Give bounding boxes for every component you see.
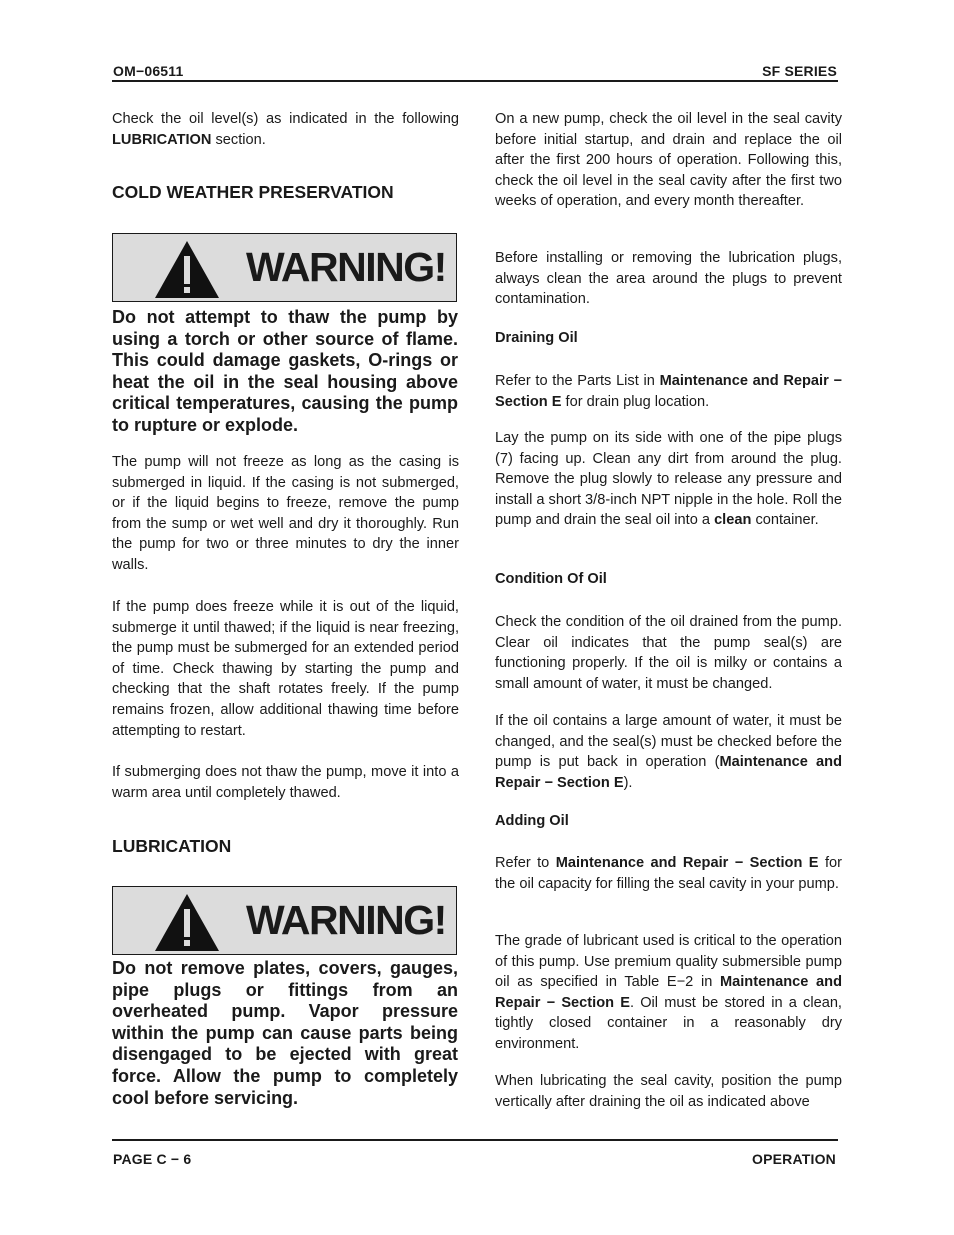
drain-plug-paragraph: Refer to the Parts List in Maintenance and Repair − Section E for drain plug location. (495, 373, 842, 410)
oil-capacity-paragraph: Refer to Maintenance and Repair − Section E for the oil capacity for filling the seal cavity in your pump. (495, 855, 842, 892)
lubrication-heading: LUBRICATION (112, 836, 232, 856)
warning-banner-1 (112, 233, 457, 302)
lubricating-paragraph: When lubricating the seal cavity, position the pump vertically after draining the oil as indicated above (495, 1073, 842, 1110)
warning-triangle-icon (153, 891, 221, 953)
series-name: SF SERIES (762, 63, 837, 79)
page-number: PAGE C − 6 (113, 1151, 192, 1167)
oil-condition-paragraph: Check the condition of the oil drained from the pump. Clear oil indicates that the pump seal(s) are functioning properly. If the oil is milky or contains a small amount of water, it must be changed. (495, 614, 842, 692)
water-paragraph: If the oil contains a large amount of water, it must be changed, and the seal(s) must be checked before the pump is put back in operation (Maintenance and Repair − Section E). (495, 713, 842, 791)
condition-of-oil-heading: Condition Of Oil (495, 571, 607, 587)
cold-weather-heading: COLD WEATHER PRESERVATION (112, 182, 394, 202)
warning-triangle-icon (153, 238, 221, 300)
warning-label-1: WARNING! (246, 244, 446, 290)
warning-label-2: WARNING! (246, 897, 446, 943)
doc-number: OM−06511 (113, 63, 184, 79)
freeze-paragraph: The pump will not freeze as long as the casing is submerged in liquid. If the casing is not submerged, or if the liquid begins to freeze, remove the pump from the sump or wet well and dry it thoroughly. Run the pump for two or three minutes to dry the inner walls. (112, 454, 459, 573)
new-pump-paragraph: On a new pump, check the oil level in the seal cavity before initial startup, and drain and replace the oil after the first 200 hours of operation. Following this, check the oil level in the seal cavity after the first two weeks of operation, and every month thereafter. (495, 111, 842, 210)
thaw-paragraph: If the pump does freeze while it is out of the liquid, submerge it until thawed; if the liquid is near freezing, the pump must be submerged for an extended period of time. Check thawing by starting the pump and checking that the shaft rotates freely. If the pump remains frozen, allow additional thawing time before attempting to restart. (112, 599, 459, 739)
warning-text-2: Do not remove plates, covers, gauges, pipe plugs or fittings from an overheated pump. Vapor pressure within the pump can cause parts being disengaged to be ejected with great force. Allow the pump to completely cool before servicing. (112, 958, 458, 1108)
intro-paragraph: Check the oil level(s) as indicated in the following LUBRICATION section. (112, 111, 459, 148)
warm-area-paragraph: If submerging does not thaw the pump, move it into a warm area until completely thawed. (112, 764, 459, 801)
section-name: OPERATION (752, 1151, 836, 1167)
lubricant-grade-paragraph: The grade of lubricant used is critical to the operation of this pump. Use premium quality submersible pump oil as specified in Table E−2 in Maintenance and Repair − Section E. Oil must be stored in a clean, tightly closed container in a reasonably dry environment. (495, 933, 842, 1052)
warning-banner-2 (112, 886, 457, 955)
clean-plugs-paragraph: Before installing or removing the lubrication plugs, always clean the area around the plugs to prevent contamination. (495, 250, 842, 308)
draining-oil-heading: Draining Oil (495, 330, 578, 346)
lay-pump-paragraph: Lay the pump on its side with one of the pipe plugs (7) facing up. Clean any dirt from around the plug. Remove the plug slowly to release any pressure and install a short 3/8-inch NPT nipple in the hole. Roll the pump and drain the seal oil into a clean container. (495, 430, 842, 529)
adding-oil-heading: Adding Oil (495, 813, 569, 829)
header-rule (112, 80, 838, 82)
footer-rule (112, 1139, 838, 1141)
warning-text-1: Do not attempt to thaw the pump by using a torch or other source of flame. This could damage gaskets, O-rings or heat the oil in the seal housing above critical temperatures, causing the pump to rupture or explode. (112, 307, 458, 435)
